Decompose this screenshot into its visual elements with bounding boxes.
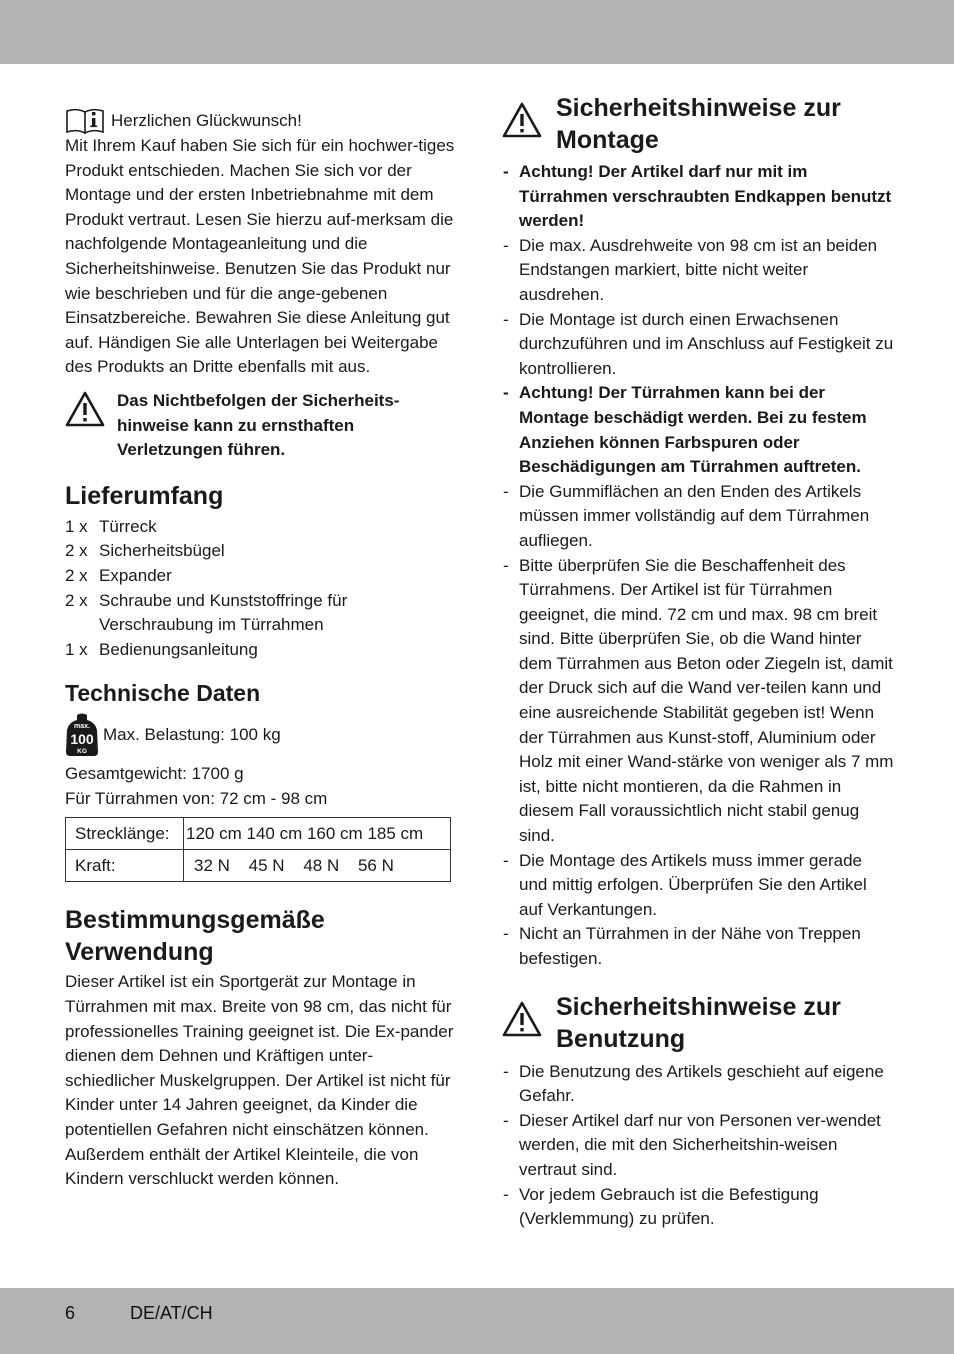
item-text: Bedienungsanleitung — [99, 639, 258, 659]
list-item: - Vor jedem Gebrauch ist die Befestigung (Verklemmung) zu prüfen. — [502, 1183, 894, 1232]
left-column — [65, 108, 455, 1192]
value-cell: 140 cm — [246, 823, 303, 843]
list-item: - Achtung! Der Türrahmen kann bei der Montage beschädigt werden. Bei zu festem Anziehen können Farbspuren oder Beschädigungen am Türrahmen auftreten. — [502, 381, 894, 479]
list-item: - Die Gummiflächen an den Enden des Artikels müssen immer vollständig auf dem Türrahmen aufliegen. — [502, 480, 894, 554]
header-bar — [0, 0, 954, 64]
max-load-row — [65, 712, 455, 758]
total-weight: Gesamtgewicht: 1700 g — [65, 764, 244, 784]
greeting: Herzlichen Glückwunsch! — [111, 111, 302, 131]
list-item — [65, 539, 455, 564]
specs-table — [65, 817, 451, 882]
table-cell — [184, 818, 451, 850]
list-item: - Die Montage des Artikels muss immer gerade und mittig erfolgen. Überprüfen Sie den Artikel auf Verkantungen. — [502, 849, 894, 923]
list-item: - Nicht an Türrahmen in der Nähe von Treppen befestigen. — [502, 922, 894, 971]
item-quantity: 1 x — [65, 639, 88, 659]
item-text: Expander — [99, 565, 172, 585]
weight-max-100kg-icon — [65, 712, 99, 758]
list-item — [65, 638, 455, 663]
montage-header — [502, 92, 894, 156]
lieferumfang-heading: Lieferumfang — [65, 481, 224, 510]
value-cell: 56 N — [357, 855, 394, 875]
intro-header — [65, 108, 455, 134]
verwendung-heading: Bestimmungsgemäße Verwendung — [65, 906, 325, 967]
icon-label-value: 100 — [70, 731, 94, 748]
value-cell: 185 cm — [367, 823, 424, 843]
benutzung-list — [502, 1060, 894, 1232]
warning-triangle-icon — [502, 102, 542, 138]
list-item: - Dieser Artikel darf nur von Personen ver-wendet werden, die mit den Sicherheitshin-weisen vertraut sind. — [502, 1109, 894, 1183]
right-column — [502, 92, 894, 1232]
verwendung-text: Dieser Artikel ist ein Sportgerät zur Montage in Türrahmen mit max. Breite von 98 cm, das nicht für professionelles Training geeignet ist. Die Ex-pander dienen dem Dehnen und Kräftigen unter-schiedlicher Muskelgruppen. Der Artikel ist nicht für Kinder unter 14 Jahren geeignet, da Kinder die potentiellen Gefahren nicht einschätzen können. Außerdem enthält der Artikel Kleinteile, die von Kindern verschluckt werden können. — [65, 972, 454, 1189]
lieferumfang-list — [65, 515, 455, 663]
list-item: - Die Benutzung des Artikels geschieht auf eigene Gefahr. — [502, 1060, 894, 1109]
table-cell — [184, 850, 451, 882]
warning-triangle-icon — [502, 1001, 542, 1037]
value-cell: 120 cm — [186, 823, 242, 843]
table-row — [66, 818, 451, 850]
list-item — [65, 515, 455, 540]
info-book-icon — [65, 108, 105, 134]
table-cell: Kraft: — [66, 850, 184, 882]
value-cell: 32 N — [194, 855, 230, 875]
item-quantity: 2 x — [65, 565, 88, 585]
country-codes: DE/AT/CH — [130, 1303, 213, 1323]
value-cell: 160 cm — [306, 823, 363, 843]
list-item: - Die max. Ausdrehweite von 98 cm ist an beiden Endstangen markiert, bitte nicht weiter ausdrehen. — [502, 234, 894, 308]
list-item: - Bitte überprüfen Sie die Beschaffenheit des Türrahmens. Der Artikel ist für Türrahmen geeignet, die mind. 72 cm und max. 98 cm breit sind. Bitte überprüfen Sie, ob die Wand hinter dem Türrahmen aus Beton oder Ziegeln ist, damit der Druck sich auf die Wand ver-teilen kann und eine ausreichende Stabilität gegeben ist! Wenn der Türrahmen aus Kunst-stoff, Aluminium oder Holz mit einer Wand-stärke von weniger als 7 mm ist, bitte nicht montieren, da die Rahmen in diesem Fall voraussichtlich nicht stabil genug sind. — [502, 554, 894, 849]
list-item: - Die Montage ist durch einen Erwachsenen durchzuführen und im Anschluss auf Festigkeit zu kontrollieren. — [502, 308, 894, 382]
item-text: Sicherheitsbügel — [99, 541, 225, 561]
warning-triangle-icon — [65, 391, 105, 427]
benutzung-heading: Sicherheitshinweise zur Benutzung — [556, 992, 841, 1053]
page-number: 6 — [65, 1303, 76, 1323]
item-text: Schraube und Kunststoffringe für Verschraubung im Türrahmen — [99, 590, 348, 635]
list-item — [65, 564, 455, 589]
table-cell: Strecklänge: — [66, 818, 184, 850]
technische-daten-heading: Technische Daten — [65, 680, 261, 707]
icon-label-top: max. — [74, 723, 90, 731]
montage-heading: Sicherheitshinweise zur Montage — [556, 94, 841, 154]
icon-label-unit: KG — [77, 748, 87, 756]
value-cell: 45 N — [248, 855, 285, 875]
table-row — [66, 850, 451, 882]
list-item — [65, 589, 455, 638]
list-item: - Achtung! Der Artikel darf nur mit im Türrahmen verschraubten Endkappen benutzt werden! — [502, 160, 894, 234]
item-quantity: 1 x — [65, 516, 88, 536]
item-quantity: 2 x — [65, 541, 88, 561]
intro-text: Mit Ihrem Kauf haben Sie sich für ein hochwer-tiges Produkt entschieden. Machen Sie sich vor der Montage und der ersten Inbetriebnahme mit dem Produkt vertraut. Lesen Sie hierzu auf-merksam die nachfolgende Montageanleitung und die Sicherheitshinweise. Benutzen Sie das Produkt nur wie beschrieben und für die ange-gebenen Einsatzbereiche. Bewahren Sie diese Anleitung gut auf. Händigen Sie alle Unterlagen bei Weitergabe des Produkts an Dritte ebenfalls mit aus. — [65, 136, 455, 377]
benutzung-header — [502, 991, 894, 1055]
max-load-text: Max. Belastung: 100 kg — [103, 724, 281, 744]
value-cell: 48 N — [303, 855, 340, 875]
door-frame-range: Für Türrahmen von: 72 cm - 98 cm — [65, 788, 328, 808]
item-quantity: 2 x — [65, 590, 88, 610]
warning-text: Das Nichtbefolgen der Sicherheits-hinweise kann zu ernsthaften Verletzungen führen. — [117, 390, 400, 460]
item-text: Türreck — [99, 516, 157, 536]
intro-warning — [65, 389, 455, 463]
montage-list — [502, 160, 894, 972]
